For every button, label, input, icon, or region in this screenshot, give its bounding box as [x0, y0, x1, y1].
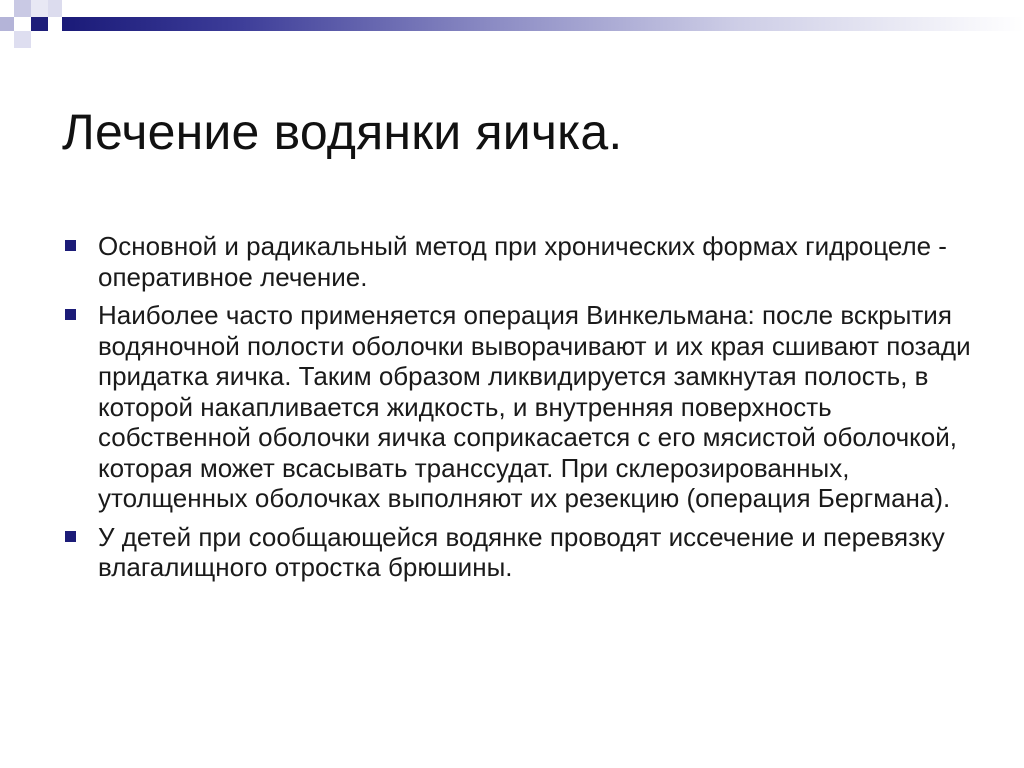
decor-square — [48, 17, 62, 31]
decor-square — [31, 0, 48, 17]
decor-square — [31, 17, 48, 31]
bullet-list — [62, 231, 972, 591]
bullet-text: У детей при сообщающейся водянке проводят иссечение и перевязку влагалищного отростка брюшины. — [98, 521, 945, 582]
decor-square — [0, 17, 14, 31]
header-decoration — [0, 0, 1024, 48]
decor-square — [14, 0, 31, 17]
decor-square — [31, 31, 48, 48]
bullet-text: Наиболее часто применяется операция Винкельмана: после вскрытия водяночной полости оболочки выворачивают и их края сшивают позади придатка яичка. Таким образом ликвидируется замкнутая полость, в которой накапливается жидкость, и внутренняя поверхность собственной оболочки яичка соприкасается с его мясистой оболочкой, которая может всасывать транссудат. При склерозированных, утолщенных оболочках выполняют их резекцию (операция Бергмана). — [98, 300, 971, 513]
bullet-item — [62, 231, 972, 292]
slide-title: Лечение водянки яичка. — [62, 104, 623, 160]
square-bullet-icon — [65, 531, 76, 542]
decor-square — [14, 31, 31, 48]
square-bullet-icon — [65, 309, 76, 320]
bullet-item — [62, 300, 972, 514]
square-bullet-icon — [65, 240, 76, 251]
header-gradient-bar — [62, 17, 1024, 31]
decor-square — [14, 17, 31, 31]
bullet-item — [62, 522, 972, 583]
decor-square — [48, 0, 62, 17]
bullet-text: Основной и радикальный метод при хронических формах гидроцеле - оперативное лечение. — [98, 231, 947, 292]
